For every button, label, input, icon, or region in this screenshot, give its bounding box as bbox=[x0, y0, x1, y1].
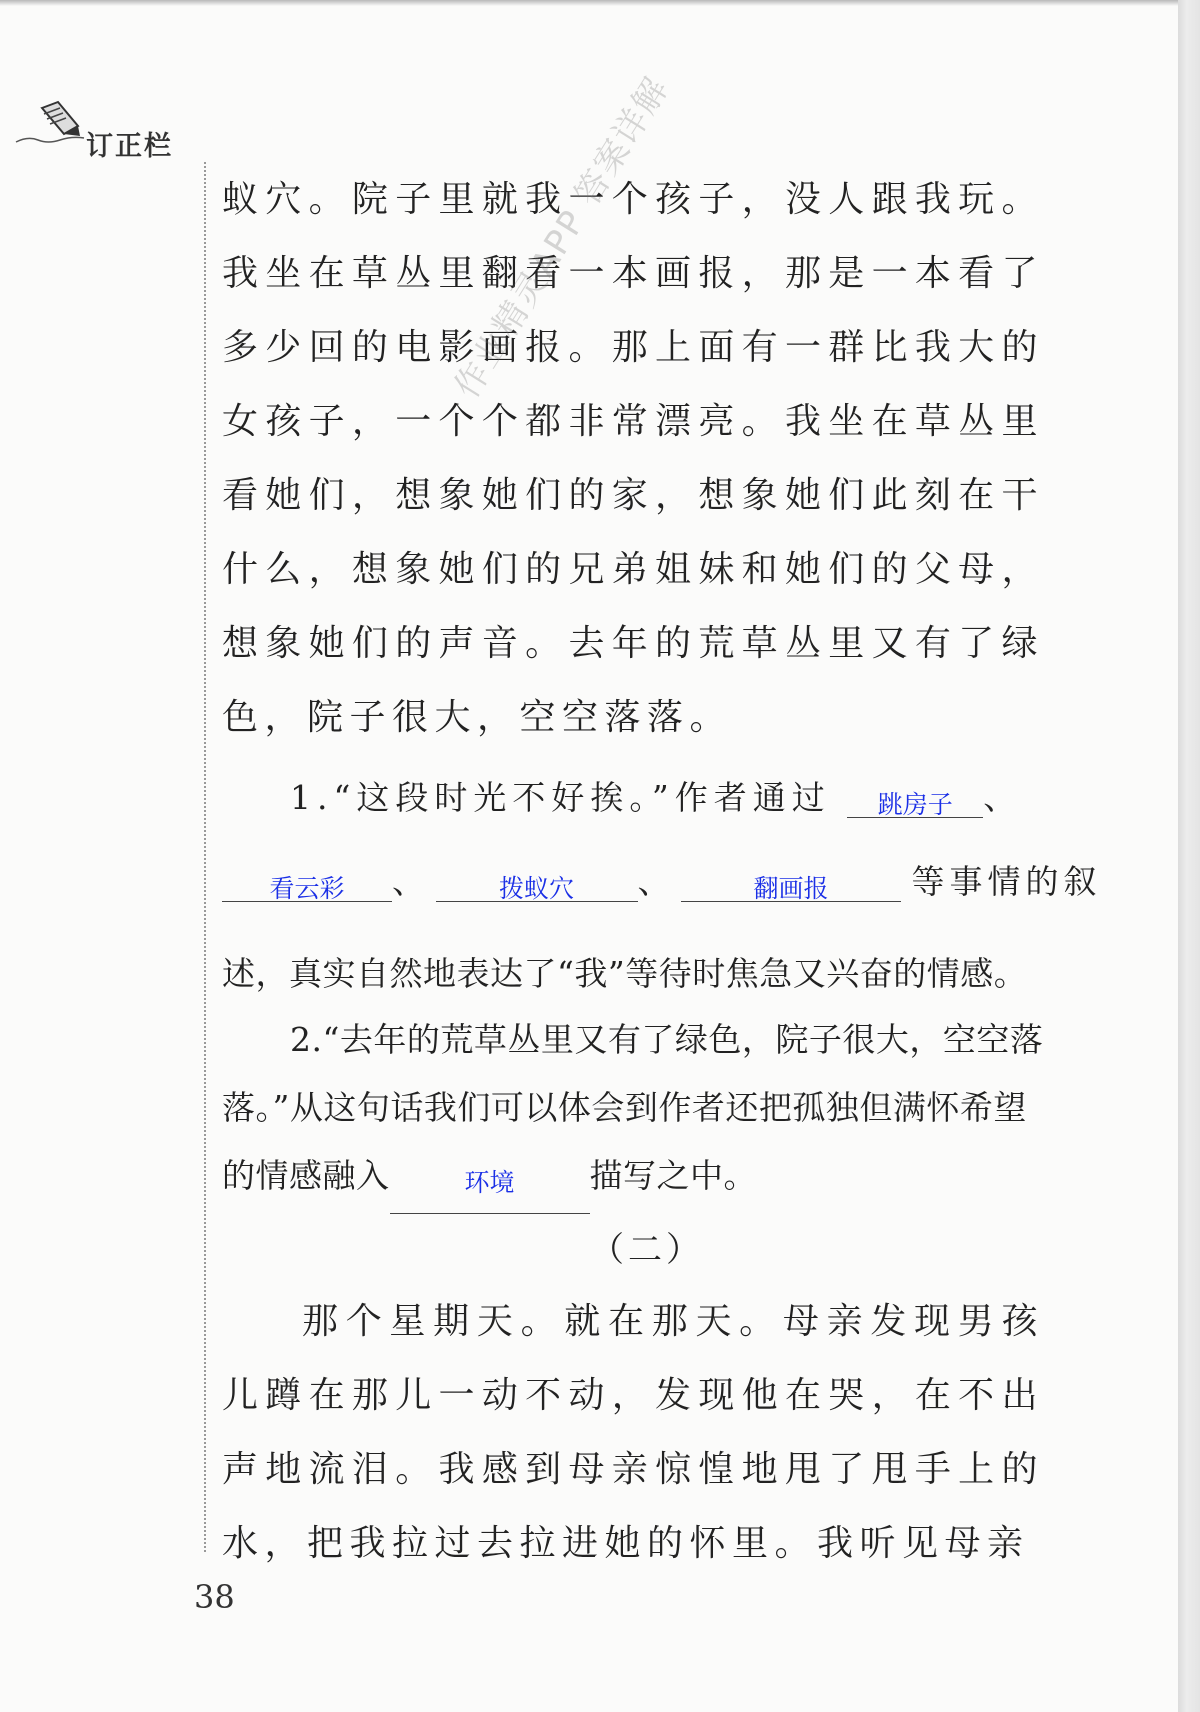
correction-column-label: 订正栏 bbox=[86, 131, 173, 162]
answer-text: 跳房子 bbox=[877, 790, 953, 819]
question-one-prefix: 1.“这段时光不好挨。”作者通过 bbox=[290, 778, 831, 817]
question-one-line bbox=[290, 772, 1022, 819]
page-number: 38 bbox=[194, 1578, 235, 1616]
answer-blank[interactable] bbox=[681, 862, 901, 902]
answer-blank[interactable] bbox=[436, 862, 638, 902]
margin-dotted-divider bbox=[204, 162, 206, 1552]
answer-text: 看云彩 bbox=[269, 874, 345, 903]
separator: 、 bbox=[983, 778, 1023, 817]
passage-one-text: 蚁穴。院子里就我一个孩子，没人跟我玩。我坐在草丛里翻看一本画报，那是一本看了多少回的电影画报。那上面有一群比我大的女孩子，一个个都非常漂亮。我坐在草丛里看她们，想象她们的家，想象她们此刻在干什么，想象她们的兄弟姐妹和她们的父母，想象她们的声音。去年的荒草丛里又有了绿色，院子很大，空空落落。 bbox=[222, 179, 1044, 738]
section-title: （二） bbox=[590, 1230, 704, 1270]
page-top-shadow bbox=[0, 0, 1182, 6]
answer-text: 翻画报 bbox=[753, 874, 829, 903]
answer-blank[interactable] bbox=[222, 862, 392, 902]
question-two-text: 2.“去年的荒草丛里又有了绿色，院子很大，空空落落。”从这句话我们可以体会到作者还把孤独但满怀希望的情感融入 bbox=[222, 1020, 1044, 1195]
answer-text: 拨蚁穴 bbox=[498, 874, 574, 903]
question-one-suffix: 等事情的叙 bbox=[911, 862, 1102, 901]
question-two-suffix: 描写之中。 bbox=[589, 1156, 757, 1195]
passage-two-text bbox=[222, 1285, 1044, 1581]
question-two bbox=[222, 1006, 1044, 1214]
separator: 、 bbox=[392, 862, 425, 901]
passage-two-body: 那个星期天。就在那天。母亲发现男孩儿蹲在那儿一动不动，发现他在哭，在不出声地流泪。我感到母亲惊惶地甩了甩手上的水，把我拉过去拉进她的怀里。我听见母亲 bbox=[222, 1301, 1044, 1564]
correction-column-header bbox=[14, 100, 194, 160]
page-edge-shadow bbox=[1178, 0, 1200, 1712]
question-one-blanks-line bbox=[222, 856, 1102, 903]
answer-text: 环境 bbox=[464, 1168, 515, 1197]
question-one-continuation: 述，真实自然地表达了“我”等待时焦急又兴奋的情感。 bbox=[222, 954, 1028, 993]
separator: 、 bbox=[637, 862, 671, 901]
watermark: 作业精灵APP 答案详解 bbox=[446, 69, 678, 406]
answer-blank[interactable] bbox=[847, 778, 983, 818]
pencil-paper-icon bbox=[14, 100, 88, 150]
answer-blank[interactable] bbox=[390, 1142, 590, 1214]
